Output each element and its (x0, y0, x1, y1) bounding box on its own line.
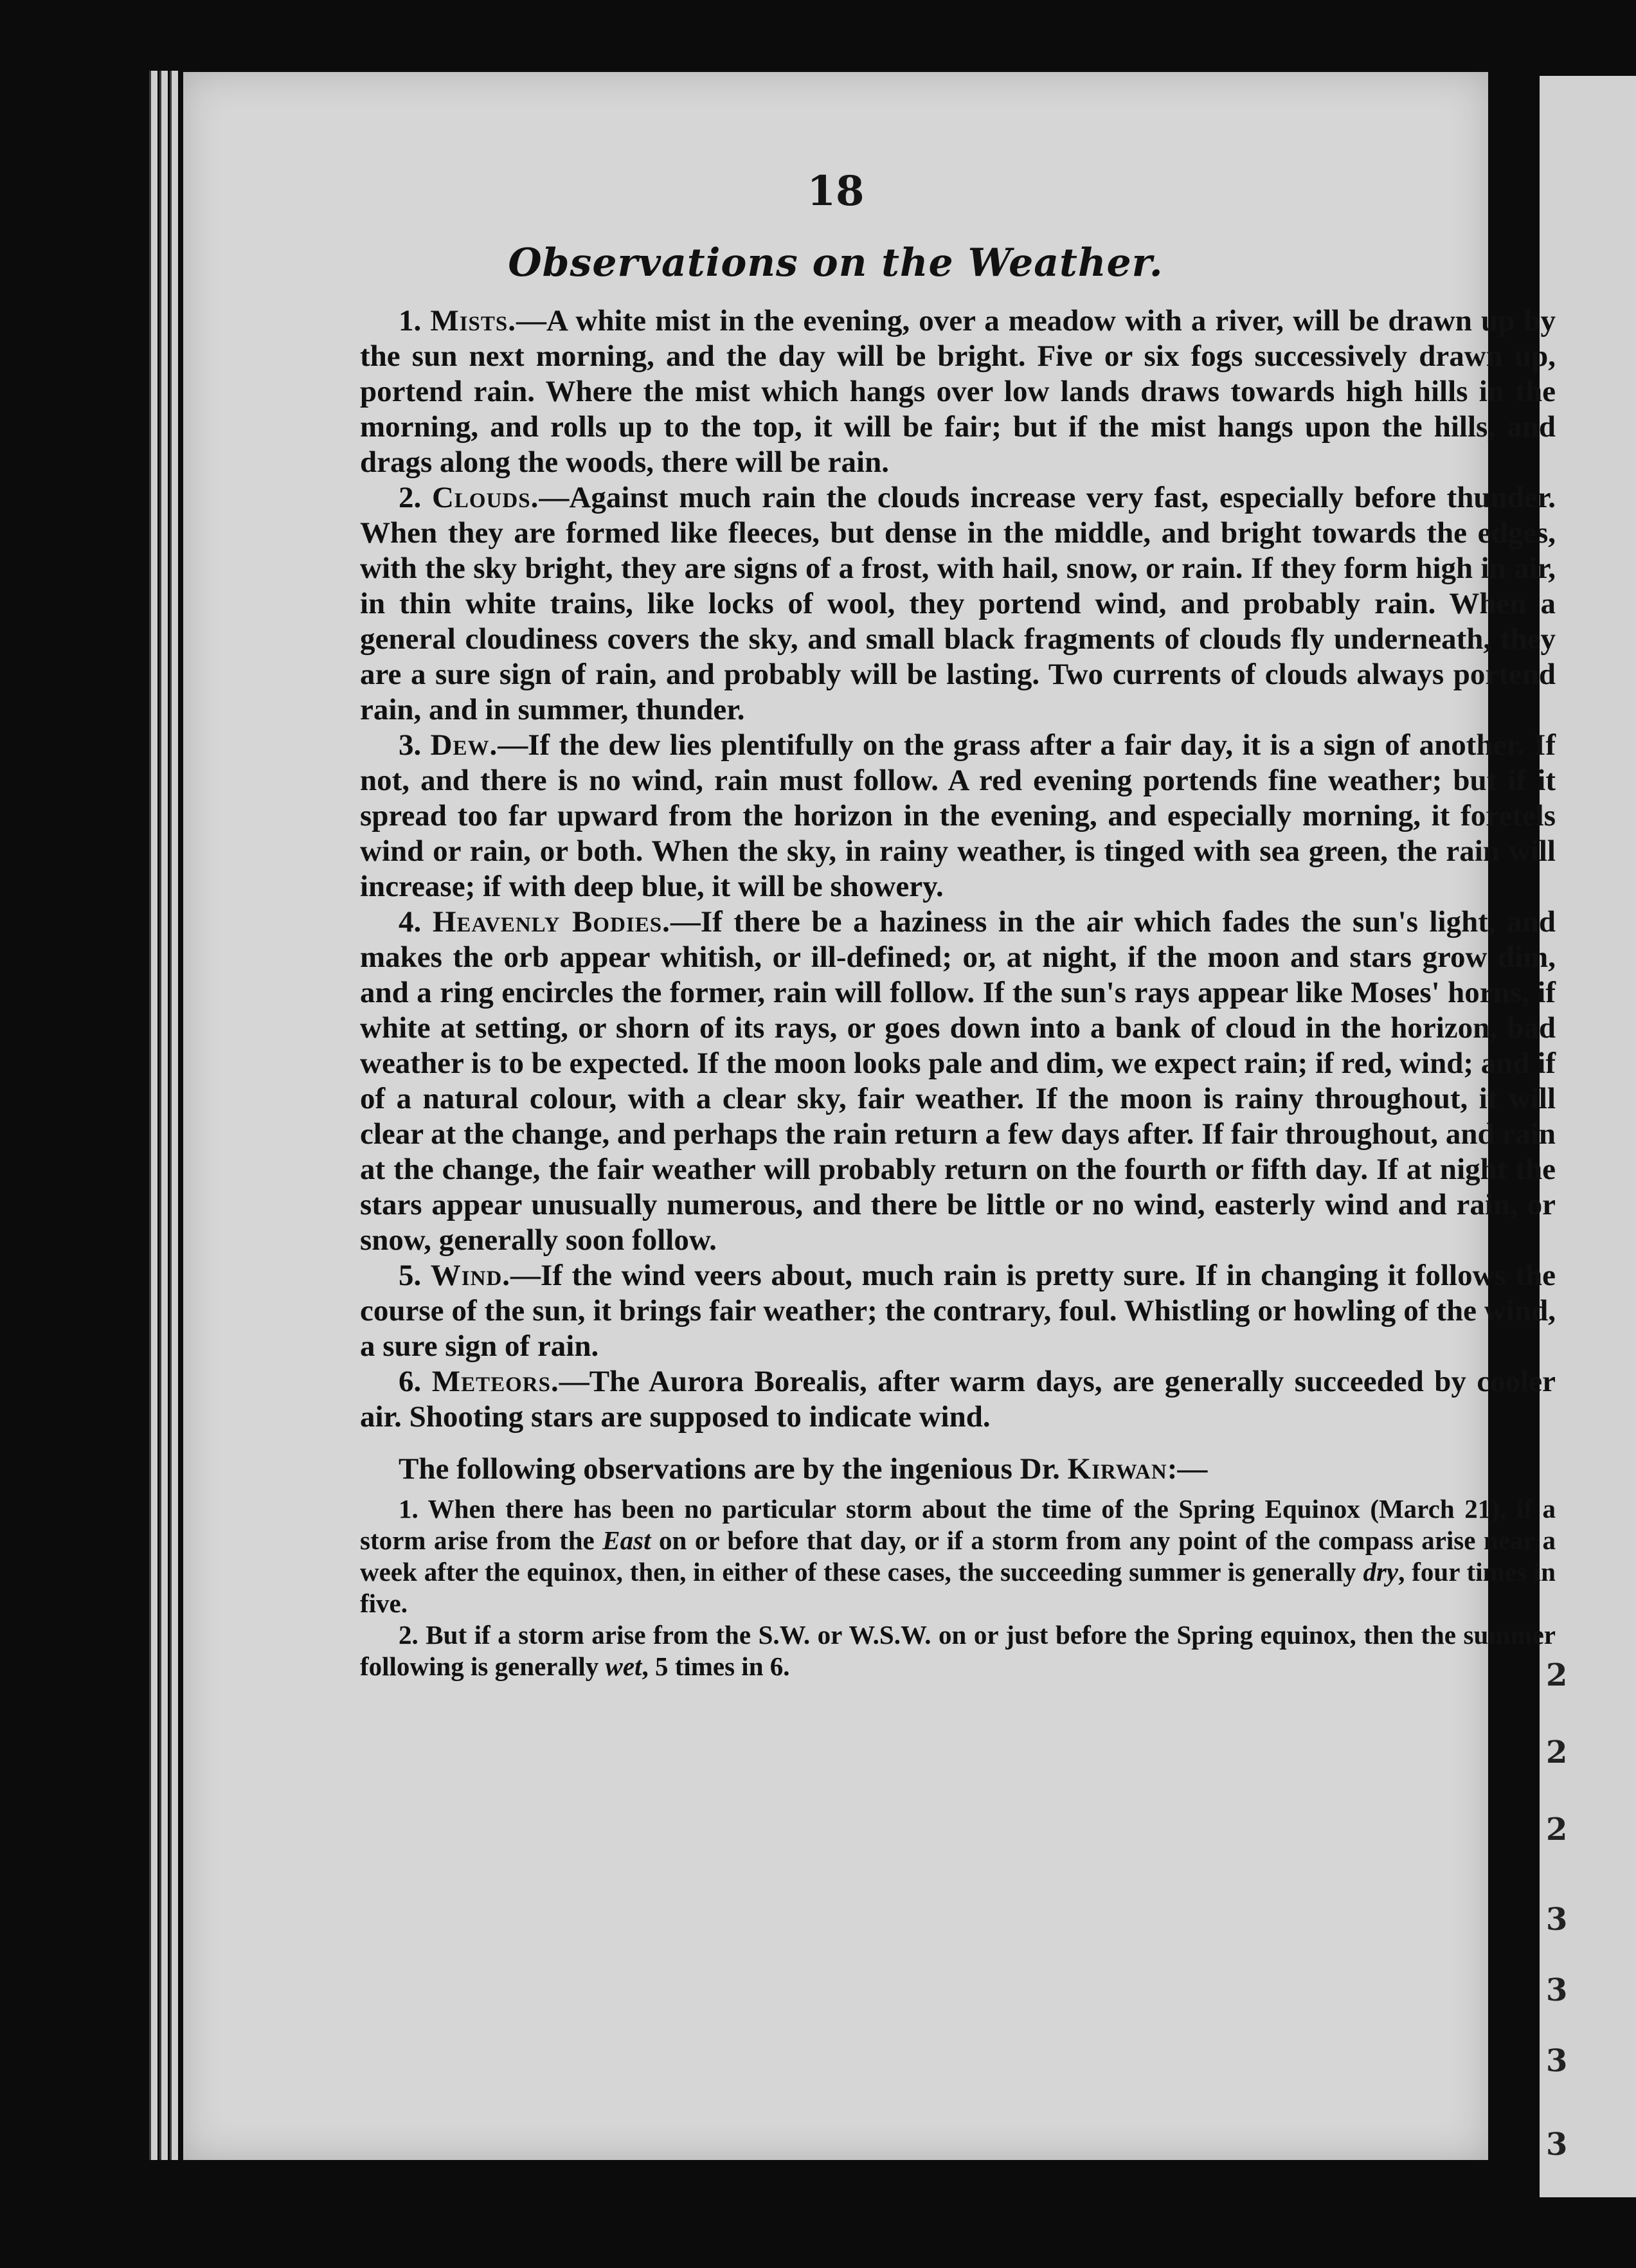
page-edge (159, 71, 168, 2160)
paragraph-title: Wind. (430, 1259, 511, 1292)
paragraph-number: 3. (399, 728, 422, 762)
author-name: Kirwan (1067, 1452, 1167, 1486)
observation-text: 2. But if a storm arise from the S.W. or W.S.W. on or just before the Spring equinox, then the summer following is generally (360, 1620, 1556, 1681)
page-heading: Observations on the Weather. (508, 240, 1164, 285)
observation-text: , four times in five. (360, 1557, 1556, 1618)
paragraph-dew (360, 728, 1556, 905)
paragraph-title: Mists. (430, 304, 516, 338)
paragraph-heavenly-bodies (360, 905, 1556, 1258)
paragraph-number: 5. (399, 1259, 422, 1292)
page-number: 18 (807, 167, 865, 215)
adjacent-page-fragment: 3 (1546, 1902, 1568, 1938)
paragraph-number: 2. (399, 481, 422, 514)
paragraph-text: —If there be a haziness in the air which fades the sun's light, and makes the orb appear whitish, or ill-defined; or, at night, if the moon and stars grow dim, and a ring encircles the former, rain will follow. If the sun's rays appear like Moses' horns, if white at setting, or shorn of its rays, or goes down into a bank of cloud in the horizon, bad weather is to be expected. If the moon looks pale and dim, we expect rain; if red, wind; and if of a natural colour, with a clear sky, fair weather. If the moon is rainy throughout, it will clear at the change, and perhaps the rain return a few days after. If fair throughout, and rain at the change, the fair weather will probably return on the fourth or fifth day. If at night the stars appear unusually numerous, and there be little or no wind, easterly wind and rain, or snow, generally soon follow. (360, 905, 1556, 1257)
observation-text: 1. When there has been no particular storm about the time of the Spring Equinox (March 21), if a storm arise from the (360, 1494, 1556, 1555)
adjacent-page-fragment: 3 (1546, 1972, 1568, 2008)
paragraph-mists (360, 303, 1556, 480)
observation-text: , 5 times in 6. (642, 1652, 790, 1681)
adjacent-page-fragment: 2 (1546, 1812, 1568, 1848)
paragraph-number: 1. (399, 304, 422, 338)
paragraph-text: —If the dew lies plentifully on the grass after a fair day, it is a sign of another. If not, and there is no wind, rain must follow. A red evening portends fine weather; but if it spread too far upward from the horizon in the evening, and especially morning, it foretels wind or rain, or both. When the sky, in rainy weather, is tinged with sea green, the rain will increase; if with deep blue, it will be showery. (360, 728, 1556, 903)
intro-punctuation: :— (1167, 1452, 1208, 1486)
emphasis-east: East (602, 1526, 651, 1555)
adjacent-page-fragment: 3 (1546, 2127, 1568, 2163)
paragraph-text: —A white mist in the evening, over a meadow with a river, will be drawn up by the sun next morning, and the day will be bright. Five or six fogs successively drawn up, portend rain. Where the mist which hangs over low lands draws towards high hills in the morning, and rolls up to the top, it will be fair; but if the mist hangs upon the hills, and drags along the woods, there will be rain. (360, 304, 1556, 479)
kirwan-intro (360, 1452, 1556, 1487)
paragraph-meteors (360, 1364, 1556, 1435)
paragraph-wind (360, 1258, 1556, 1364)
paragraph-title: Heavenly Bodies. (432, 905, 670, 939)
page-edge (149, 71, 157, 2160)
paragraph-number: 6. (399, 1365, 422, 1398)
paragraph-text: —The Aurora Borealis, after warm days, are generally succeeded by cooler air. Shooting stars are supposed to indicate wind. (360, 1365, 1556, 1434)
paragraph-text: —If the wind veers about, much rain is pretty sure. If in changing it follows the course of the sun, it brings fair weather; the contrary, foul. Whistling or howling of the wind, a sure sign of rain. (360, 1259, 1556, 1363)
paragraph-title: Meteors. (431, 1365, 559, 1398)
adjacent-page-fragment: 2 (1546, 1734, 1568, 1770)
paragraph-title: Clouds. (431, 481, 539, 514)
paragraph-number: 4. (399, 905, 422, 939)
emphasis-wet: wet (605, 1652, 642, 1681)
emphasis-dry: dry (1363, 1557, 1399, 1587)
kirwan-observation-1 (360, 1493, 1556, 1619)
page-edge (170, 71, 178, 2160)
paragraph-clouds (360, 480, 1556, 728)
adjacent-page-fragment: 3 (1546, 2043, 1568, 2079)
adjacent-page-fragment: 2 (1546, 1657, 1568, 1693)
intro-text: The following observations are by the ingenious Dr. (399, 1452, 1068, 1486)
book-page (183, 72, 1556, 2160)
page-body (360, 303, 1556, 1682)
kirwan-observation-2 (360, 1619, 1556, 1682)
observation-text: on or before that day, or if a storm from any point of the compass arise near a week after the equinox, then, in either of these cases, the succeeding summer is generally (360, 1526, 1556, 1587)
paragraph-title: Dew. (430, 728, 498, 762)
paragraph-text: —Against much rain the clouds increase very fast, especially before thunder. When they are formed like fleeces, but dense in the middle, and bright towards the edges, with the sky bright, they are signs of a frost, with hail, snow, or rain. If they form high in air, in thin white trains, like locks of wool, they portend wind, and probably rain. When a general cloudiness covers the sky, and small black fragments of clouds fly underneath, they are a sure sign of rain, and probably will be lasting. Two currents of clouds always portend rain, and in summer, thunder. (360, 481, 1556, 726)
